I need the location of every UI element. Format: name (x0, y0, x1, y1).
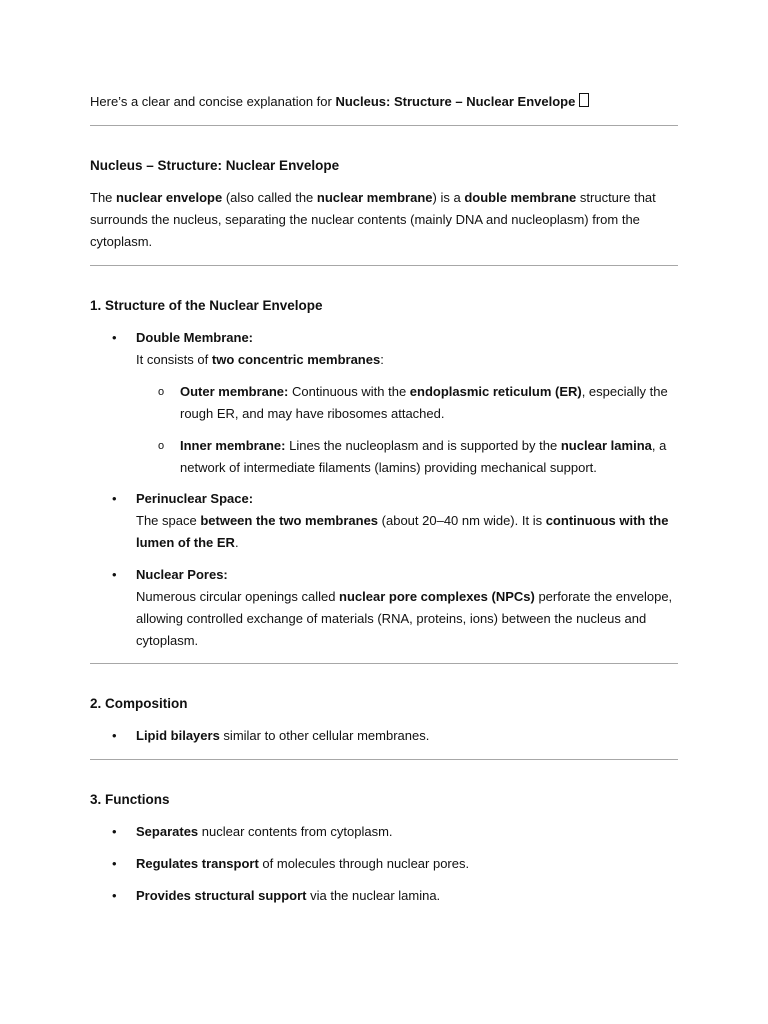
item-title: Perinuclear Space: (136, 491, 254, 506)
item-text: (about 20–40 nm wide). It is (378, 513, 546, 528)
definition-text: structure that surrounds the nucleus, separating the nuclear contents (mainly DNA and nucleoplasm) from the cytoplasm. (90, 190, 656, 249)
item-bold: continuous with the lumen of the ER (136, 513, 669, 550)
divider (90, 759, 678, 760)
bullet-marker: • (112, 856, 117, 871)
list-item-outer-membrane (180, 381, 680, 425)
item-bold: two concentric membranes (211, 352, 381, 367)
item-text: It consists of (136, 352, 212, 367)
bullet-marker: • (112, 491, 117, 506)
intro-line (90, 93, 589, 109)
item-text: via the nuclear lamina. (306, 888, 441, 903)
list-item-function (136, 885, 676, 907)
divider (90, 265, 678, 266)
list-item-nuclear-pores (136, 564, 676, 652)
item-bold: Regulates transport (136, 856, 259, 871)
definition-bold: double membrane (464, 190, 577, 205)
intro-text: Here’s a clear and concise explanation for (90, 94, 336, 109)
list-item-function (136, 821, 676, 843)
item-text: The space (136, 513, 201, 528)
bullet-marker: • (112, 728, 117, 743)
list-item-perinuclear-space (136, 488, 676, 554)
section-heading-structure: 1. Structure of the Nuclear Envelope (90, 298, 323, 313)
divider (90, 125, 678, 126)
definition-text: The (90, 190, 117, 205)
item-text: perforate the envelope, allowing controlled exchange of materials (RNA, proteins, ions) between the nucleus and cytoplasm. (136, 589, 673, 648)
item-text: nuclear contents from cytoplasm. (198, 824, 393, 839)
document-title: Nucleus – Structure: Nuclear Envelope (90, 158, 340, 173)
definition-paragraph (90, 187, 678, 253)
item-title: Inner membrane: (180, 438, 286, 453)
definition-bold: nuclear envelope (116, 190, 223, 205)
bullet-marker: • (112, 330, 117, 345)
list-item-inner-membrane (180, 435, 680, 479)
bullet-marker: • (112, 824, 117, 839)
item-title: Outer membrane: (180, 384, 289, 399)
sub-bullet-marker: o (158, 440, 165, 452)
list-item-function (136, 853, 676, 875)
item-bold: between the two membranes (200, 513, 379, 528)
list-item-lipid-bilayers (136, 725, 676, 747)
item-text: Lines the nucleoplasm and is supported by the (285, 438, 561, 453)
item-text: . (234, 535, 239, 550)
definition-text: ) is a (432, 190, 465, 205)
list-item-double-membrane (136, 327, 676, 371)
divider (90, 663, 678, 664)
item-text: : (380, 352, 384, 367)
item-bold: Provides structural support (136, 888, 307, 903)
item-text: of molecules through nuclear pores. (258, 856, 470, 871)
item-title: Nuclear Pores: (136, 567, 228, 582)
intro-topic: Nucleus: Structure – Nuclear Envelope (335, 94, 576, 109)
item-text: Continuous with the (288, 384, 410, 399)
item-bold: Separates (136, 824, 199, 839)
item-bold: endoplasmic reticulum (ER) (409, 384, 582, 399)
section-heading-composition: 2. Composition (90, 696, 188, 711)
item-text: , especially the rough ER, and may have ribosomes attached. (180, 384, 668, 421)
section-heading-functions: 3. Functions (90, 792, 170, 807)
definition-text: (also called the (222, 190, 317, 205)
item-text: Numerous circular openings called (136, 589, 340, 604)
item-text: , a network of intermediate filaments (lamins) providing mechanical support. (180, 438, 667, 475)
definition-bold: nuclear membrane (316, 190, 433, 205)
item-bold: nuclear pore complexes (NPCs) (339, 589, 535, 604)
item-bold: Lipid bilayers (136, 728, 220, 743)
bullet-marker: • (112, 888, 117, 903)
item-bold: nuclear lamina (560, 438, 652, 453)
sub-bullet-marker: o (158, 386, 165, 398)
item-title: Double Membrane: (136, 330, 254, 345)
bullet-marker: • (112, 567, 117, 582)
item-text: similar to other cellular membranes. (219, 728, 430, 743)
missing-glyph-icon (579, 93, 589, 107)
